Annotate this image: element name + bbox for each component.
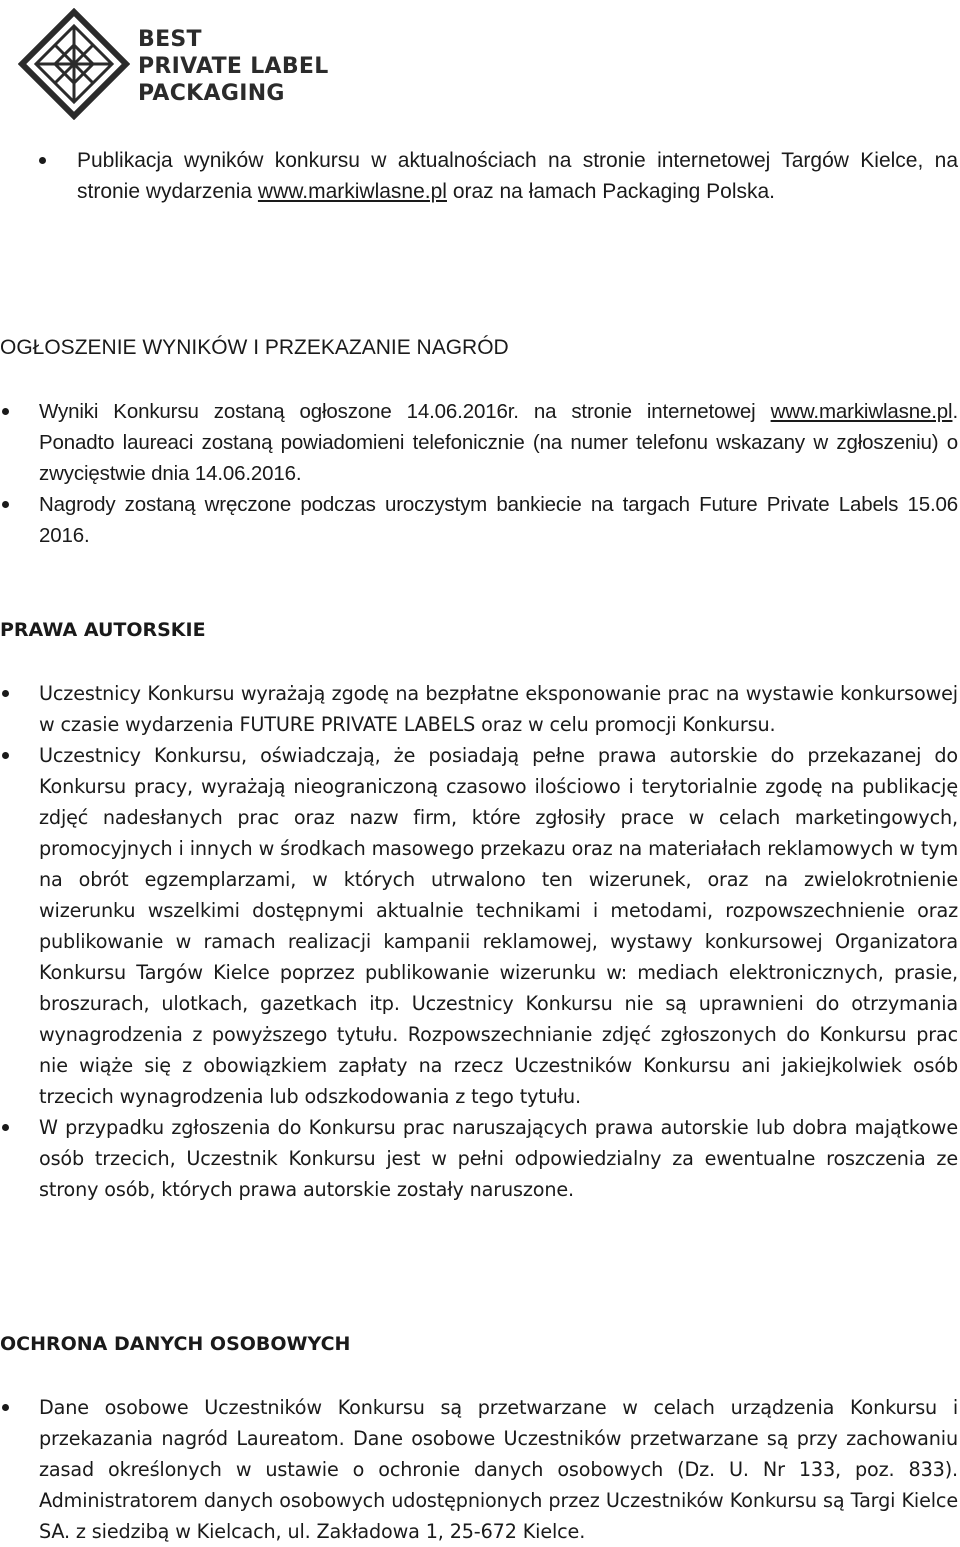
- logo-line-1: BEST: [138, 27, 202, 52]
- markiwlasne-link[interactable]: www.markiwlasne.pl: [257, 180, 447, 203]
- copyright-rights-text: Uczestnicy Konkursu, oświadczają, że posiadają pełne prawa autorskie do przekazanej do Konkursu pracy, wyrażają nieograniczoną czasowo ilościowo i terytorialnie zgodę na publikację zdjęć nadesłanych prac oraz nazw firm, które zgłosiły prace w celach marketingowych, promocyjnych i innych w środkach masowego przekazu oraz na materiałach reklamowych w tym na obrót egzemplarzami, w których utrwalono ten wizerunek, oraz na zwielokrotnienie wizerunku wszelkimi dostępnymi aktualnie technikami i metodami, rozpowszechnienie oraz publikowanie w ramach realizacji kampanii reklamowej, wystawy konkursowej Organizatora Konkursu Targów Kielce poprzez publikowanie wizerunku w: mediach elektronicznych, prasie, broszurach, ulotkach, gazetkach itp. Uczestnicy Konkursu nie są uprawnieni do otrzymania wynagrodzenia z powyższego tytułu. Rozpowszechnianie zdjęć zgłoszonych do Konkursu prac nie wiąże się z obowiązkiem zapłaty na rzecz Uczestników Konkursu ani jakiejkolwiek osób trzecich wynagrodzenia lub odszkodowania z tego tytułu.: [39, 744, 958, 1108]
- list-item: [0, 489, 960, 551]
- copyright-liability-text: W przypadku zgłoszenia do Konkursu prac naruszających prawa autorskie lub dobra majątkowe osób trzecich, Uczestnik Konkursu jest w pełni odpowiedzialny za ewentualne roszczenia ze strony osób, których prawa autorskie zostały naruszone.: [39, 1116, 958, 1201]
- list-item: [0, 145, 960, 207]
- logo-line-2: PRIVATE LABEL: [138, 54, 329, 79]
- logo-line-3: PACKAGING: [138, 81, 285, 106]
- list-item: [0, 1392, 960, 1547]
- bullet-icon: [39, 157, 46, 164]
- text-run: Publikacja wyników konkursu w aktualnościach na stronie internetowej Targów Kielce, na stronie wydarzenia: [77, 149, 958, 203]
- results-date-text: [39, 396, 958, 489]
- markiwlasne-link[interactable]: www.markiwlasne.pl: [770, 400, 953, 423]
- bullet-icon: [2, 501, 9, 508]
- copyright-list: [0, 678, 960, 1205]
- bullet-icon: [2, 408, 9, 415]
- publication-text: [77, 145, 958, 207]
- results-list: [0, 396, 960, 551]
- logo-wordmark: [138, 26, 329, 107]
- bullet-icon: [2, 1404, 9, 1411]
- bullet-icon: [2, 752, 9, 759]
- copyright-consent-text: Uczestnicy Konkursu wyrażają zgodę na bezpłatne eksponowanie prac na wystawie konkursowej w czasie wydarzenia FUTURE PRIVATE LABELS oraz w celu promocji Konkursu.: [39, 682, 958, 736]
- publication-list: [0, 145, 960, 207]
- text-run: . Ponadto laureaci zostaną powiadomieni telefonicznie (na numer telefonu wskazany w zgłoszeniu) o zwycięstwie dnia 14.06.2016.: [39, 400, 958, 485]
- brand-logo: [0, 0, 332, 128]
- bullet-icon: [2, 1124, 9, 1131]
- privacy-text: Dane osobowe Uczestników Konkursu są przetwarzane w celach urządzenia Konkursu i przekazania nagród Laureatom. Dane osobowe Uczestników przetwarzane są przy zachowaniu zasad określonych w ustawie o ochronie danych osobowych (Dz. U. Nr 133, poz. 833). Administratorem danych osobowych udostępnionych przez Uczestników Konkursu są Targi Kielce SA. z siedzibą w Kielcach, ul. Zakładowa 1, 25-672 Kielce.: [39, 1396, 958, 1543]
- text-run: oraz na łamach Packaging Polska.: [446, 180, 775, 203]
- list-item: [0, 740, 960, 1112]
- cube-outline-icon: [18, 8, 130, 120]
- list-item: [0, 1112, 960, 1205]
- list-item: [0, 678, 960, 740]
- privacy-heading: OCHRONA DANYCH OSOBOWYCH: [0, 1333, 351, 1355]
- text-run: Wyniki Konkursu zostaną ogłoszone 14.06.2016r. na stronie internetowej: [39, 400, 771, 423]
- awards-text: Nagrody zostaną wręczone podczas uroczystym bankiecie na targach Future Private Labels 15.06 2016.: [39, 493, 958, 547]
- privacy-list: [0, 1392, 960, 1547]
- list-item: [0, 396, 960, 489]
- copyright-heading: PRAWA AUTORSKIE: [0, 619, 206, 641]
- bullet-icon: [2, 690, 9, 697]
- results-heading: OGŁOSZENIE WYNIKÓW I PRZEKAZANIE NAGRÓD: [0, 336, 509, 359]
